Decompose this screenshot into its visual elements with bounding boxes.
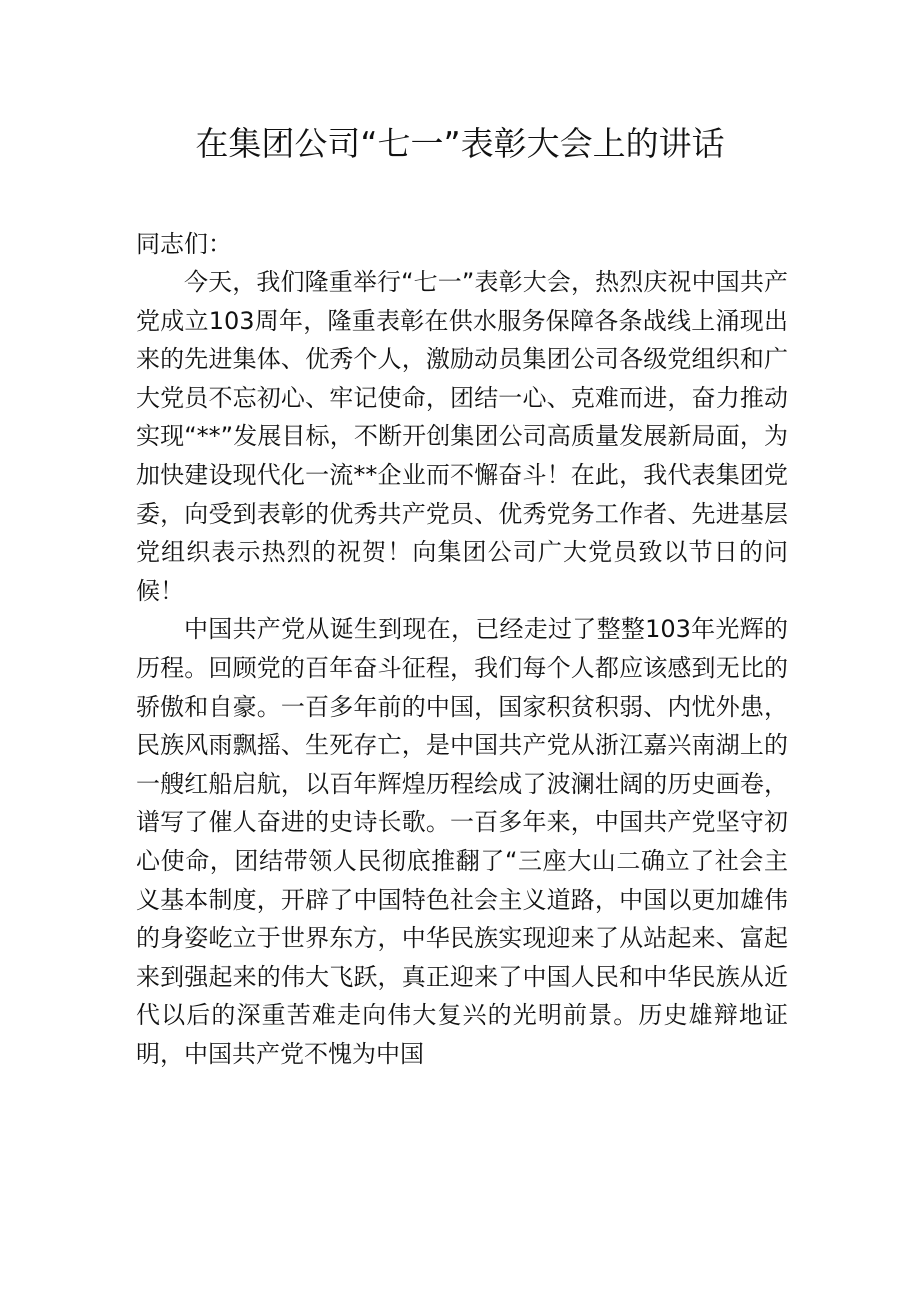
salutation: 同志们： (136, 230, 232, 258)
paragraph-1: 今天，我们隆重举行“七一”表彰大会，热烈庆祝中国共产党成立103周年，隆重表彰在供水服务保障各条战线上涌现出来的先进集体、优秀个人，激励动员集团公司各级党组织和广大党员不忘初心、牢记使命，团结一心、克难而进，奋力推动实现“**”发展目标，不断开创集团公司高质量发展新局面，为加快建设现代化一流**企业而不懈奋斗！在此，我代表集团党委，向受到表彰的优秀共产党员、优秀党务工作者、先进基层党组织表示热烈的祝贺！向集团公司广大党员致以节日的问候！ (136, 268, 788, 605)
paragraph-2: 中国共产党从诞生到现在，已经走过了整整103年光辉的历程。回顾党的百年奋斗征程，我们每个人都应该感到无比的骄傲和自豪。一百多年前的中国，国家积贫积弱、内忧外患，民族风雨飘摇、生死存亡，是中国共产党从浙江嘉兴南湖上的一艘红船启航，以百年辉煌历程绘成了波澜壮阔的历史画卷，谱写了催人奋进的史诗长歌。一百多年来，中国共产党坚守初心使命，团结带领人民彻底推翻了“三座大山二确立了社会主义基本制度，开辟了中国特色社会主义道路，中国以更加雄伟的身姿屹立于世界东方，中华民族实现迎来了从站起来、富起来到强起来的伟大飞跃，真正迎来了中国人民和中华民族从近代以后的深重苦难走向伟大复兴的光明前景。历史雄辩地证明，中国共产党不愧为中国 (136, 615, 788, 1068)
document-body (136, 225, 788, 1073)
document-title: 在集团公司“七一”表彰大会上的讲话 (195, 124, 725, 163)
